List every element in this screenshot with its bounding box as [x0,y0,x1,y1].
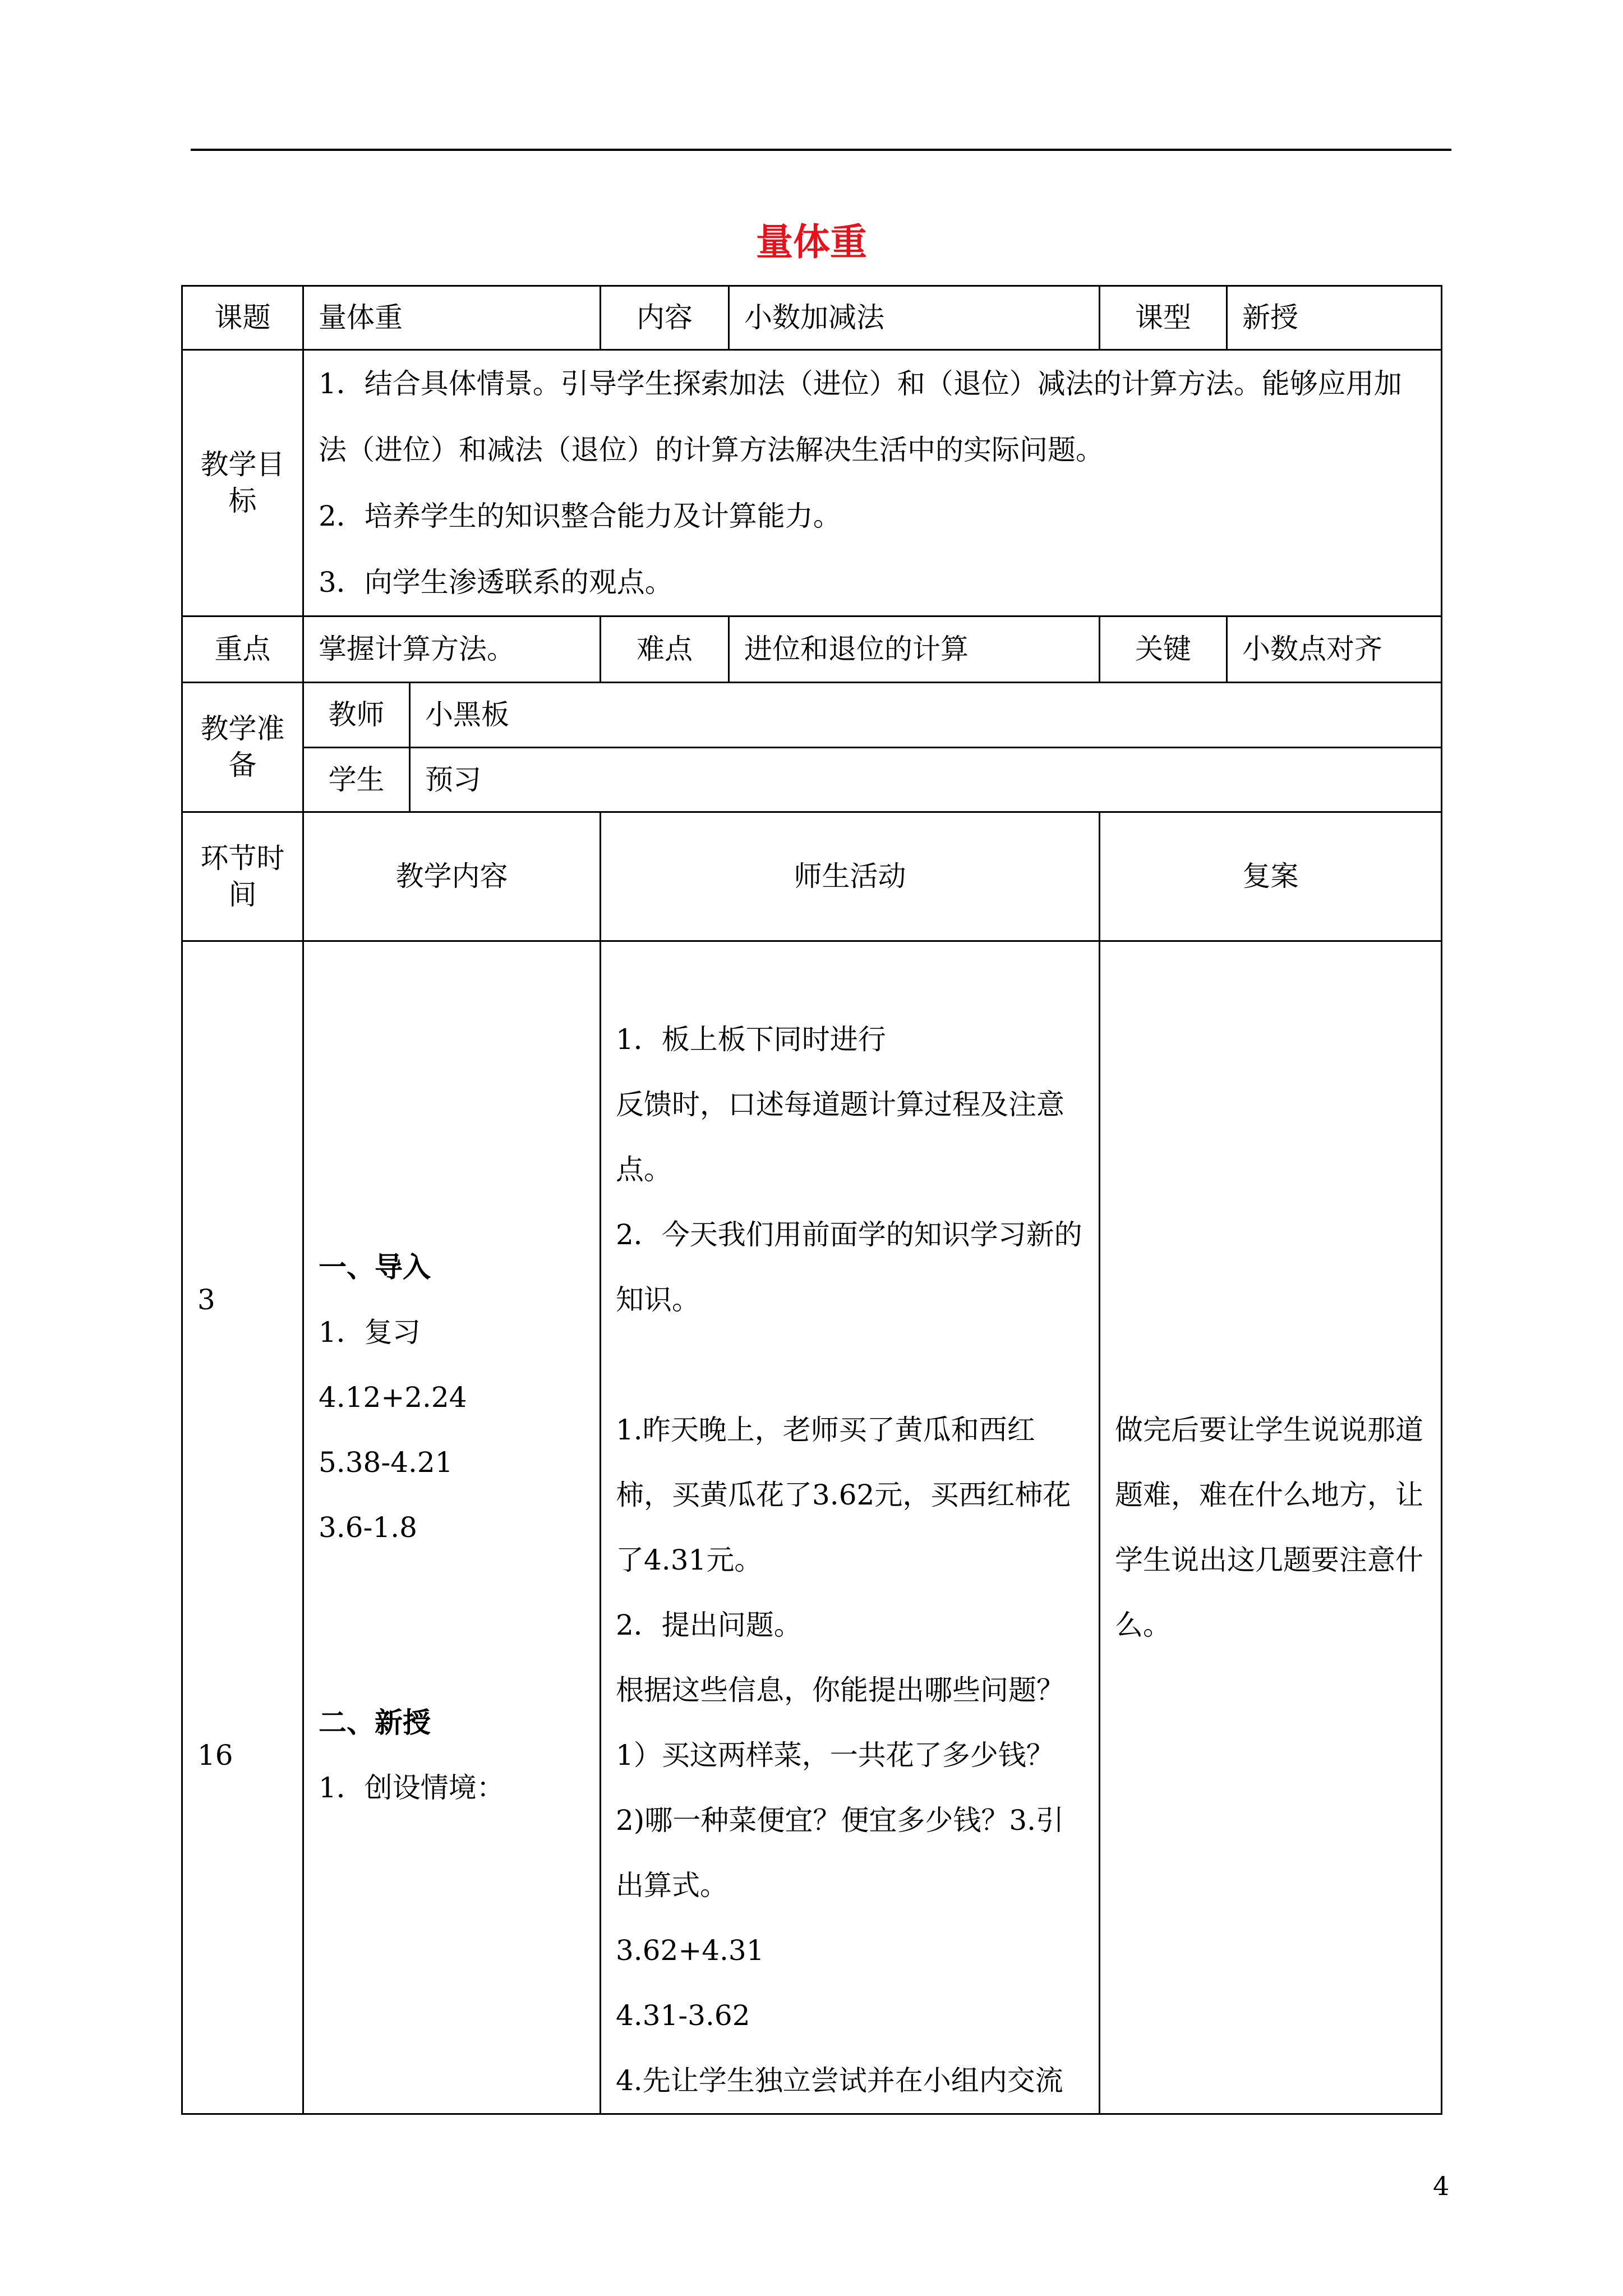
content-cell [303,941,601,2114]
section1-notes: 做完后要让学生说说那道题难，难在什么地方，让学生说出这几题要注意什么。 [1115,1414,1423,1641]
goals-row [182,350,1442,616]
time-cell [182,941,303,2114]
focus-label: 重点 [182,616,303,683]
activity-column-header: 师生活动 [601,812,1100,941]
focus-value: 掌握计算方法。 [303,616,601,683]
activity-line: 2．今天我们用前面学的知识学习新的知识。 [616,1218,1082,1316]
content-label: 内容 [601,286,729,350]
activity-line: 根据这些信息，你能提出哪些问题？ [616,1674,1064,1706]
page-number: 4 [1433,2171,1450,2201]
preparation-label: 教学准备 [182,683,303,812]
type-value: 新授 [1227,286,1442,350]
lesson-body-row [182,941,1442,2114]
student-label: 学生 [303,748,410,812]
key-label: 关键 [1100,616,1227,683]
teacher-label: 教师 [303,683,410,748]
section2-time: 16 [197,1739,233,1772]
activity-line: 1．板上板下同时进行 [616,1023,886,1056]
content-line: 1．创设情境： [319,1772,505,1804]
content-line: 3.6-1.8 [319,1511,417,1544]
goal-item: 3．向学生渗透联系的观点。 [319,566,673,599]
content-column-header: 教学内容 [303,812,601,941]
activity-cell [601,941,1100,2114]
info-row [182,286,1442,350]
key-value: 小数点对齐 [1227,616,1442,683]
key-row [182,616,1442,683]
lesson-plan-table [181,285,1442,2115]
content-line: 4.12+2.24 [319,1381,467,1414]
content-line: 5.38-4.21 [319,1446,453,1479]
difficulty-value: 进位和退位的计算 [729,616,1100,683]
topic-label: 课题 [182,286,303,350]
section1-heading: 一、导入 [319,1250,431,1283]
activity-line: 1.昨天晚上，老师买了黄瓜和西红柿，买黄瓜花了3.62元，买西红柿花了4.31元。 [616,1414,1071,1576]
activity-line: 1）买这两样菜，一共花了多少钱？ [616,1739,1054,1772]
activity-line: 反馈时，口述每道题计算过程及注意点。 [616,1088,1064,1186]
preparation-teacher-row [182,683,1442,748]
goal-item: 1．结合具体情景。引导学生探索加法（进位）和（退位）减法的计算方法。能够应用加法（进位）和减法（退位）的计算方法解决生活中的实际问题。 [319,367,1402,466]
difficulty-label: 难点 [601,616,729,683]
activity-line: 4.31-3.62 [616,1999,750,2032]
time-column-header: 环节时间 [182,812,303,941]
teacher-value: 小黑板 [410,683,1442,748]
notes-column-header: 复案 [1100,812,1442,941]
activity-line: 2．提出问题。 [616,1609,802,1641]
notes-cell [1100,941,1442,2114]
type-label: 课型 [1100,286,1227,350]
content-line: 1．复习 [319,1316,421,1349]
page-title: 量体重 [756,220,867,264]
section1-time: 3 [197,1283,215,1316]
goals-list [303,350,1442,616]
activity-line: 3.62+4.31 [616,1934,764,1967]
content-value: 小数加减法 [729,286,1100,350]
column-header-row [182,812,1442,941]
goals-label: 教学目标 [182,350,303,616]
section2-heading: 二、新授 [319,1706,431,1739]
topic-value: 量体重 [303,286,601,350]
preparation-student-row [182,748,1442,812]
goal-item: 2．培养学生的知识整合能力及计算能力。 [319,500,841,532]
activity-line: 2)哪一种菜便宜？便宜多少钱？3.引出算式。 [616,1804,1064,1902]
header-rule [191,149,1451,151]
activity-line: 4.先让学生独立尝试并在小组内交流 [616,2064,1063,2097]
student-value: 预习 [410,748,1442,812]
